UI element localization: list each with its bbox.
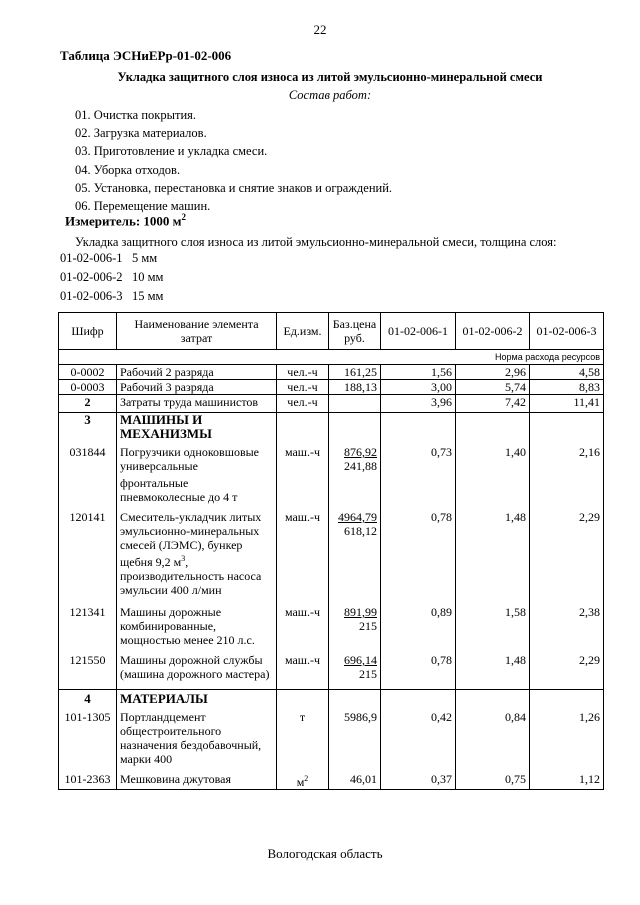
table-row: 101-2363 Мешковина джутовая $м^2$ 46,01 0,37 0,75 1,12 (59, 766, 604, 790)
table-row: 121550 Машины дорожной службы (машина дорожного мастера) маш.-ч 696,14 215 0,78 1,48 2,29 (59, 647, 604, 690)
intro-text: Укладка защитного слоя износа из литой эмульсионно-минеральной смеси, толщина слоя: (75, 235, 557, 249)
works-subtitle: Состав работ: (288, 88, 372, 102)
section-machines-row: 3 МАШИНЫ И МЕХАНИЗМЫ (59, 413, 604, 442)
table-row: 0-0002 Рабочий 2 разряда чел.-ч 161,25 1,56 2,96 4,58 (59, 365, 604, 380)
table-row: 031844 Погрузчики одноковшовые универсальные фронтальные пневмоколесные до 4 т маш.-ч 876,92 241,88 0,73 1,40 2,16 (59, 441, 604, 504)
resources-table (58, 312, 604, 790)
header-variant-1: 01-02-006-1 (381, 313, 456, 350)
variants-list (60, 249, 163, 306)
table-header-row (59, 313, 604, 350)
table-row: 101-1305 Портландцемент общестроительного назначения бездобавочный, марки 400 т 5986,9 0,42 0,84 1,26 (59, 706, 604, 766)
machinist-row: 2 Затраты труда машинистов чел.-ч 3,96 7,42 11,41 (59, 395, 604, 413)
table-row: 0-0003 Рабочий 3 разряда чел.-ч 188,13 3,00 5,74 8,83 (59, 380, 604, 395)
work-item: 05. Установка, перестановка и снятие знаков и ограждений. (75, 180, 393, 195)
header-name: Наименование элемента затрат (117, 313, 277, 350)
variant-item: 01-02-006-2 10 мм (60, 270, 164, 284)
page-number: 22 (313, 22, 327, 37)
table-row: 120141 Смеситель-укладчик литых эмульсионно-минеральных смесей (ЛЭМС), бункер щебня 9,2 $м^3$, производительность насоса эмульсии 400 л/мин маш.-ч 4964,79 618,12 0,78 1,48 2,29 (59, 504, 604, 597)
variant-item: 01-02-006-1 5 мм (60, 251, 158, 265)
work-item: 02. Загрузка материалов. (75, 126, 207, 141)
work-item: 01. Очистка покрытия. (75, 108, 197, 122)
table-row: 121341 Машины дорожные комбинированные, мощностью менее 210 л.с. маш.-ч 891,99 215 0,89 1,58 2,38 (59, 597, 604, 647)
norm-row (59, 350, 604, 365)
work-item: 03. Приготовление и укладка смеси. (75, 144, 268, 159)
section-materials-row: 4 МАТЕРИАЛЫ (59, 690, 604, 707)
variant-item: 01-02-006-3 15 мм (60, 289, 164, 303)
norm-label: Норма расхода ресурсов (59, 350, 604, 365)
header-unit: Ед.изм. (277, 313, 329, 350)
header-code: Шифр (59, 313, 117, 350)
header-price: Баз.цена руб. (329, 313, 381, 350)
header-variant-2: 01-02-006-2 (456, 313, 530, 350)
works-list (75, 106, 392, 215)
header-variant-3: 01-02-006-3 (530, 313, 604, 350)
meter-unit: Измеритель: 1000 $м^2$ (65, 212, 187, 229)
table-id: Таблица ЭСНиЕРр-01-02-006 (60, 48, 232, 63)
footer-region: Вологодская область (267, 846, 383, 861)
work-item: 06. Перемещение машин. (75, 198, 211, 213)
document-title: Укладка защитного слоя износа из литой эмульсионно-минеральной смеси (117, 70, 543, 84)
work-item: 04. Уборка отходов. (75, 162, 181, 177)
